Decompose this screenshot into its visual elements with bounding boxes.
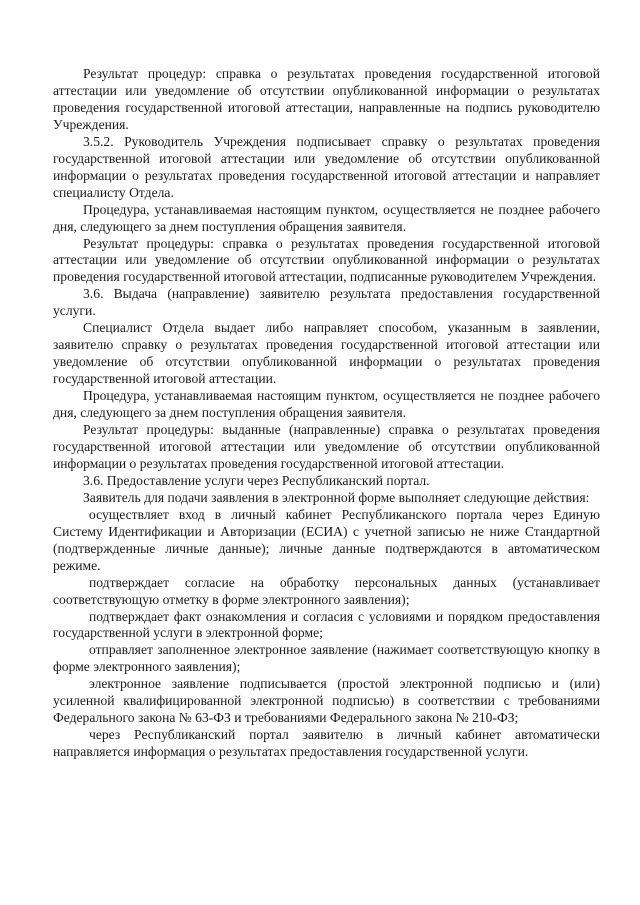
list-item-acknowledge: подтверждает факт ознакомления и согласия с условиями и порядком предоставления государственной услуги в электронной форме; — [53, 608, 600, 641]
list-item-submit: отправляет заполненное электронное заявление (нажимает соответствующую кнопку в форме электронного заявления); — [53, 642, 600, 675]
paragraph-procedure-result-1: Результат процедур: справка о результатах проведения государственной итоговой аттестации или уведомление об отсутствии опубликованной информации о результатах проведения государственной итоговой аттестации, направленные на подпись руководителю Учреждения. — [53, 66, 600, 132]
paragraph-3-5-2: 3.5.2. Руководитель Учреждения подписывает справку о результатах проведения государственной итоговой аттестации или уведомление об отсутствии опубликованной информации о результатах проведения государственной итоговой аттестации и направляет специалисту Отдела. — [53, 133, 600, 200]
paragraph-procedure-result-3: Результат процедуры: выданные (направленные) справка о результатах проведения государственной итоговой аттестации или уведомление об отсутствии опубликованной информации о результатах проведения государственной итоговой аттестации. — [53, 422, 600, 471]
paragraph-specialist-issues: Специалист Отдела выдает либо направляет способом, указанным в заявлении, заявителю справку о результатах проведения государственной итоговой аттестации или уведомление об отсутствии опубликованной информации о результатах проведения государственной итоговой аттестации. — [53, 320, 600, 387]
paragraph-3-6-issuance: 3.6. Выдача (направление) заявителю результата предоставления государственной услуги. — [53, 286, 600, 319]
list-item-consent: подтверждает согласие на обработку персональных данных (устанавливает соответствующую отметку в форме электронного заявления); — [53, 574, 600, 607]
paragraph-procedure-deadline-2: Процедура, устанавливаемая настоящим пунктом, осуществляется не позднее рабочего дня, следующего за днем поступления обращения заявителя. — [53, 388, 600, 421]
paragraph-applicant-actions: Заявитель для подачи заявления в электронной форме выполняет следующие действия: — [83, 489, 590, 505]
list-item-notification: через Республиканский портал заявителю в личный кабинет автоматически направляется информация о результатах предоставления государственной услуги. — [53, 727, 600, 760]
document-body — [53, 66, 600, 761]
paragraph-procedure-result-2: Результат процедуры: справка о результатах проведения государственной итоговой аттестации или уведомление об отсутствии опубликованной информации о результатах проведения государственной итоговой аттестации, подписанные руководителем Учреждения. — [53, 235, 600, 285]
paragraph-procedure-deadline-1: Процедура, устанавливаемая настоящим пунктом, осуществляется не позднее рабочего дня, следующего за днем поступления обращения заявителя. — [53, 201, 600, 234]
paragraph-3-6-portal: 3.6. Предоставление услуги через Республиканский портал. — [83, 472, 430, 488]
list-item-login: осуществляет вход в личный кабинет Республиканского портала через Единую Систему Идентификации и Авторизации (ЕСИА) с учетной записью не ниже Стандартной (подтвержденные личные данные); личные данные подтверждаются в автоматическом режиме. — [53, 506, 600, 573]
list-item-signature: электронное заявление подписывается (простой электронной подписью и (или) усиленной квалифицированной электронной подписью) в соответствии с требованиями Федерального закона № 63-ФЗ и требованиями Федерального закона № 210-ФЗ; — [53, 676, 600, 726]
